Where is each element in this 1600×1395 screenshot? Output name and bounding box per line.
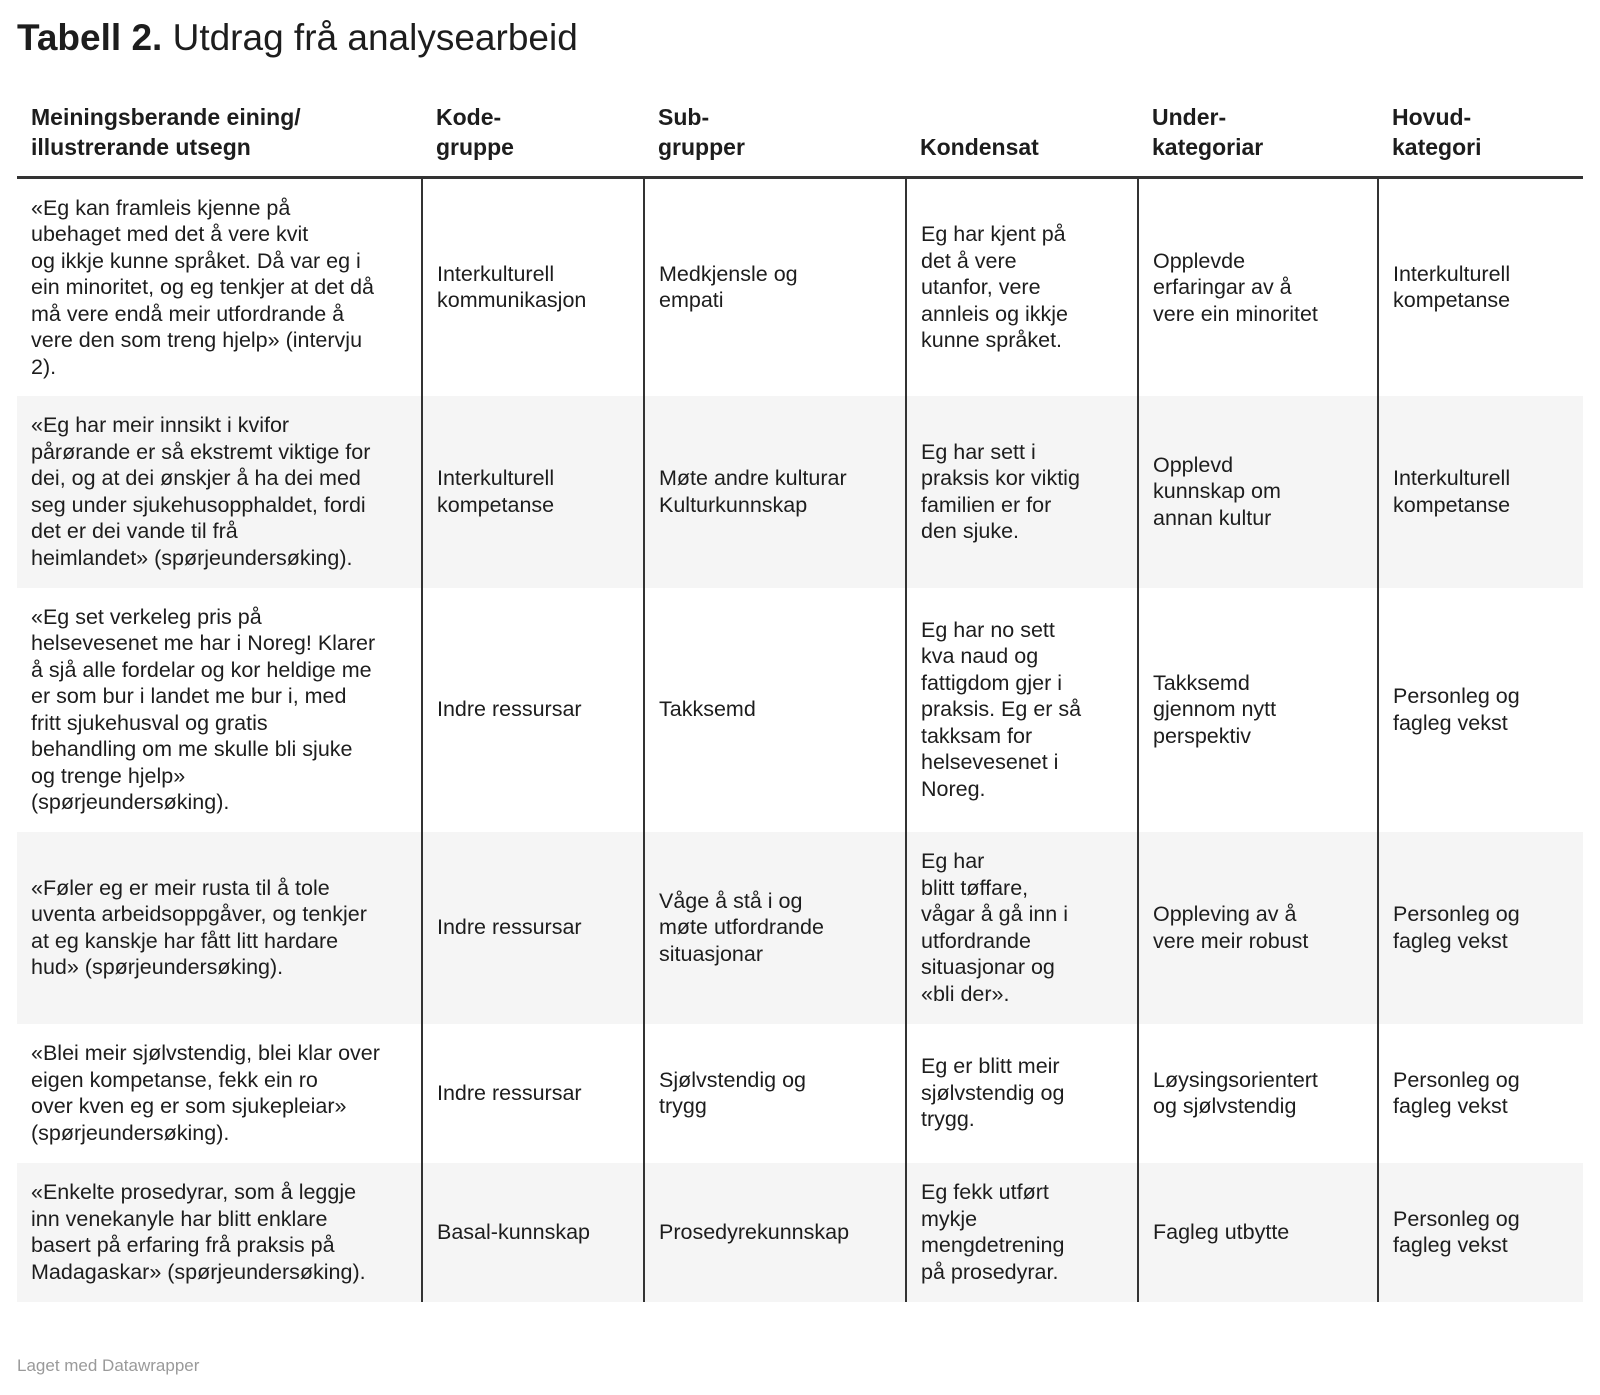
table-cell: Møte andre kulturar Kulturkunnskap (644, 396, 906, 588)
table-cell: Fagleg utbytte (1138, 1163, 1378, 1302)
table-cell: «Blei meir sjølvstendig, blei klar over eigen kompetanse, fekk ein ro over kven eg er som sjukepleiar» (spørjeundersøking). (17, 1024, 422, 1163)
table-cell: Takksemd (644, 588, 906, 832)
analysis-table (17, 92, 1583, 1302)
table-cell: Opplevde erfaringar av å vere ein minoritet (1138, 178, 1378, 396)
column-header-subcategories: Under- kategoriar (1138, 92, 1378, 178)
table-cell: Oppleving av å vere meir robust (1138, 832, 1378, 1024)
column-header-condensate: Kondensat (906, 92, 1138, 178)
table-cell: Eg har kjent på det å vere utanfor, vere annleis og ikkje kunne språket. (906, 178, 1138, 396)
table-cell: Prosedyrekunnskap (644, 1163, 906, 1302)
table-title (17, 16, 578, 60)
table-cell: Eg har no sett kva naud og fattigdom gjer i praksis. Eg er så takksam for helsevesenet i Noreg. (906, 588, 1138, 832)
table-cell: «Føler eg er meir rusta til å tole uventa arbeidsoppgåver, og tenkjer at eg kanskje har fått litt hardare hud» (spørjeundersøking). (17, 832, 422, 1024)
table-cell: «Enkelte prosedyrar, som å leggje inn venekanyle har blitt enklare basert på erfaring frå praksis på Madagaskar» (spørjeundersøking). (17, 1163, 422, 1302)
column-header-subgroups: Sub- grupper (644, 92, 906, 178)
column-header-meaning-unit: Meiningsberande eining/ illustrerande utsegn (17, 92, 422, 178)
table-cell: Våge å stå i og møte utfordrande situasjonar (644, 832, 906, 1024)
table-row (17, 396, 1583, 588)
table-cell: Personleg og fagleg vekst (1378, 588, 1583, 832)
table-cell: «Eg har meir innsikt i kvifor pårørande er så ekstremt viktige for dei, og at dei ønskjer å ha dei med seg under sjukehusopphaldet, fordi det er dei vande til frå heimlandet» (spørjeundersøking). (17, 396, 422, 588)
table-cell: Interkulturell kompetanse (1378, 178, 1583, 396)
table-row (17, 178, 1583, 396)
table-cell: Personleg og fagleg vekst (1378, 1024, 1583, 1163)
table-cell: Eg har sett i praksis kor viktig familien er for den sjuke. (906, 396, 1138, 588)
table-cell: Personleg og fagleg vekst (1378, 1163, 1583, 1302)
table-cell: «Eg kan framleis kjenne på ubehaget med det å vere kvit og ikkje kunne språket. Då var eg i ein minoritet, og eg tenkjer at det då må vere endå meir utfordrande å vere den som treng hjelp» (intervju 2). (17, 178, 422, 396)
table-cell: Takksemd gjennom nytt perspektiv (1138, 588, 1378, 832)
table-cell: Indre ressursar (422, 832, 644, 1024)
table-cell: Sjølvstendig og trygg (644, 1024, 906, 1163)
table-cell: Opplevd kunnskap om annan kultur (1138, 396, 1378, 588)
table-cell: Personleg og fagleg vekst (1378, 832, 1583, 1024)
table-cell: Interkulturell kommunikasjon (422, 178, 644, 396)
table-title-number: Tabell 2. (17, 17, 163, 58)
table-row (17, 588, 1583, 832)
column-header-code-group: Kode- gruppe (422, 92, 644, 178)
table-cell: Interkulturell kompetanse (422, 396, 644, 588)
footer-credit: Laget med Datawrapper (17, 1356, 200, 1375)
table-cell: Interkulturell kompetanse (1378, 396, 1583, 588)
table-cell: «Eg set verkeleg pris på helsevesenet me har i Noreg! Klarer å sjå alle fordelar og kor heldige me er som bur i landet me bur i, med fritt sjukehusval og gratis behandling om me skulle bli sjuke og trenge hjelp» (spørjeundersøking). (17, 588, 422, 832)
table-cell: Indre ressursar (422, 1024, 644, 1163)
table-cell: Indre ressursar (422, 588, 644, 832)
table-row (17, 1024, 1583, 1163)
table-row (17, 832, 1583, 1024)
table-cell: Medkjensle og empati (644, 178, 906, 396)
header-row (17, 92, 1583, 178)
table-cell: Eg har blitt tøffare, vågar å gå inn i utfordrande situasjonar og «bli der». (906, 832, 1138, 1024)
table-cell: Basal-kunnskap (422, 1163, 644, 1302)
table-cell: Eg er blitt meir sjølvstendig og trygg. (906, 1024, 1138, 1163)
table-title-text: Utdrag frå analysearbeid (172, 17, 578, 58)
table-cell: Eg fekk utført mykje mengdetrening på prosedyrar. (906, 1163, 1138, 1302)
column-header-main-category: Hovud- kategori (1378, 92, 1583, 178)
table-row (17, 1163, 1583, 1302)
table-cell: Løysingsorientert og sjølvstendig (1138, 1024, 1378, 1163)
